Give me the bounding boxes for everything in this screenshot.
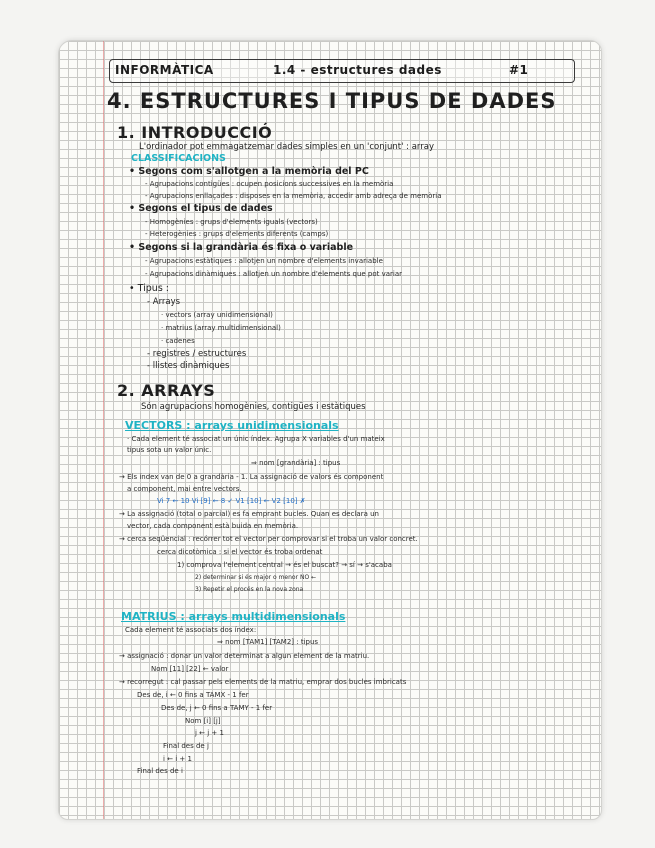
type-dynamic-lists: - llistes dinàmiques [147,361,230,371]
sequential-search: → cerca seqüencial : recórrer tot el vector per comprovar si el troba un valor concret. [119,535,418,543]
vectors-line-1: · Cada element té associat un únic índex. Agrupa X variables d'un mateix [127,435,385,443]
loop-outer: Des de, i ← 0 fins a TAMX - 1 fer [137,691,249,699]
vectors-line-8: vector, cada component està buida en memòria. [127,522,299,530]
section-1-heading: 1. INTRODUCCIÓ [117,123,273,142]
header-topic: 1.4 - estructures dades [273,63,442,77]
vectors-example: Vi 7 ← 10 Vi [9] ← 8 ✓ V1 [10] ← V2 [10] ✗ [157,497,306,505]
header-subject: INFORMÀTICA [115,63,214,77]
page-title: 4. ESTRUCTURES I TIPUS DE DADES [107,89,557,113]
loop-increment-i: i ← i + 1 [163,755,192,763]
matrices-assignment: → assignació : donar un valor determinat a algun element de la matriu. [119,652,370,660]
matrices-traversal: → recorregut : cal passar pels elements de la matriu, emprar dos bucles imbricats [119,678,407,686]
bullet-heterogeneous: - Heterogènies : grups d'elements diferents (camps) [145,230,329,238]
binary-search-step-3: 3) Repetir el procés en la nova zona [195,586,304,593]
vectors-line-7: → La assignació (total o parcial) es fa emprant bucles. Quan es declara un [119,510,379,518]
loop-end-outer: Final des de i [137,767,183,775]
margin-line [103,41,104,819]
bullet-size: • Segons si la grandària és fixa o variable [129,242,354,253]
vectors-declaration: ⇒ nom [grandària] : tipus [251,459,341,467]
bullet-homogeneous: - Homogènies : grups d'elements iguals (vectors) [145,218,318,226]
bullet-memory-contiguous: - Agrupacions contigües : ocupen posicions successives en la memòria [145,180,394,188]
arrays-definition: Són agrupacions homogènies, contigües i estàtiques [141,402,366,412]
type-arrays: - Arrays [147,297,181,307]
binary-search-step-2: 2) determinar si és major o menor NO ← [195,574,317,581]
matrices-heading: MATRIUS : arrays multidimensionals [121,610,346,623]
type-vectors: · vectors (array unidimensional) [161,311,273,319]
vectors-heading: VECTORS : arrays unidimensionals [125,419,339,432]
vectors-line-5: a component, mai entre vectors. [127,485,242,493]
bullet-memory: • Segons com s'allotgen a la memòria del PC [129,166,369,177]
type-records: - registres / estructures [147,349,247,359]
vectors-line-4: → Els índex van de 0 a grandària - 1. La assignació de valors és component [119,473,384,481]
matrices-assignment-example: Nom [11] [22] ← valor [151,665,229,673]
type-matrices: · matrius (array multidimensional) [161,324,281,332]
matrices-line-1: Cada element té associats dos índex: [125,626,257,634]
bullet-types: • Tipus : [129,283,169,294]
loop-body: Nom [i] [j] [185,717,221,725]
classifications-heading: CLASSIFICACIONS [131,153,226,164]
vectors-line-2: tipus sota un valor únic. [127,446,212,454]
binary-search-step-1: 1) comprova l'element central → és el buscat? → sí → s'acaba [177,561,392,569]
section-2-heading: 2. ARRAYS [117,381,216,400]
binary-search: cerca dicotòmica : si el vector és troba ordenat [157,548,323,556]
intro-text: L'ordinador pot emmagatzemar dades simples en un 'conjunt' : array [139,142,435,152]
bullet-static: - Agrupacions estàtiques : allotjen un nombre d'elements invariable [145,257,383,265]
bullet-memory-linked: - Agrupacions enllaçades : disposes en la memòria, accedir amb adreça de memòria [145,192,442,200]
bullet-data-type: • Segons el tipus de dades [129,203,273,214]
matrices-declaration: ⇒ nom [TAM1] [TAM2] : tipus [217,638,319,646]
header-sheet-number: #1 [509,63,529,77]
loop-end-inner: Final des de j [163,742,209,750]
notebook-page [58,40,602,820]
bullet-dynamic: - Agrupacions dinàmiques : allotjen un nombre d'elements que pot variar [145,270,403,278]
type-strings: · cadenes [161,337,195,345]
loop-inner: Des de, j ← 0 fins a TAMY - 1 fer [161,704,273,712]
loop-increment-j: j ← j + 1 [195,729,224,737]
